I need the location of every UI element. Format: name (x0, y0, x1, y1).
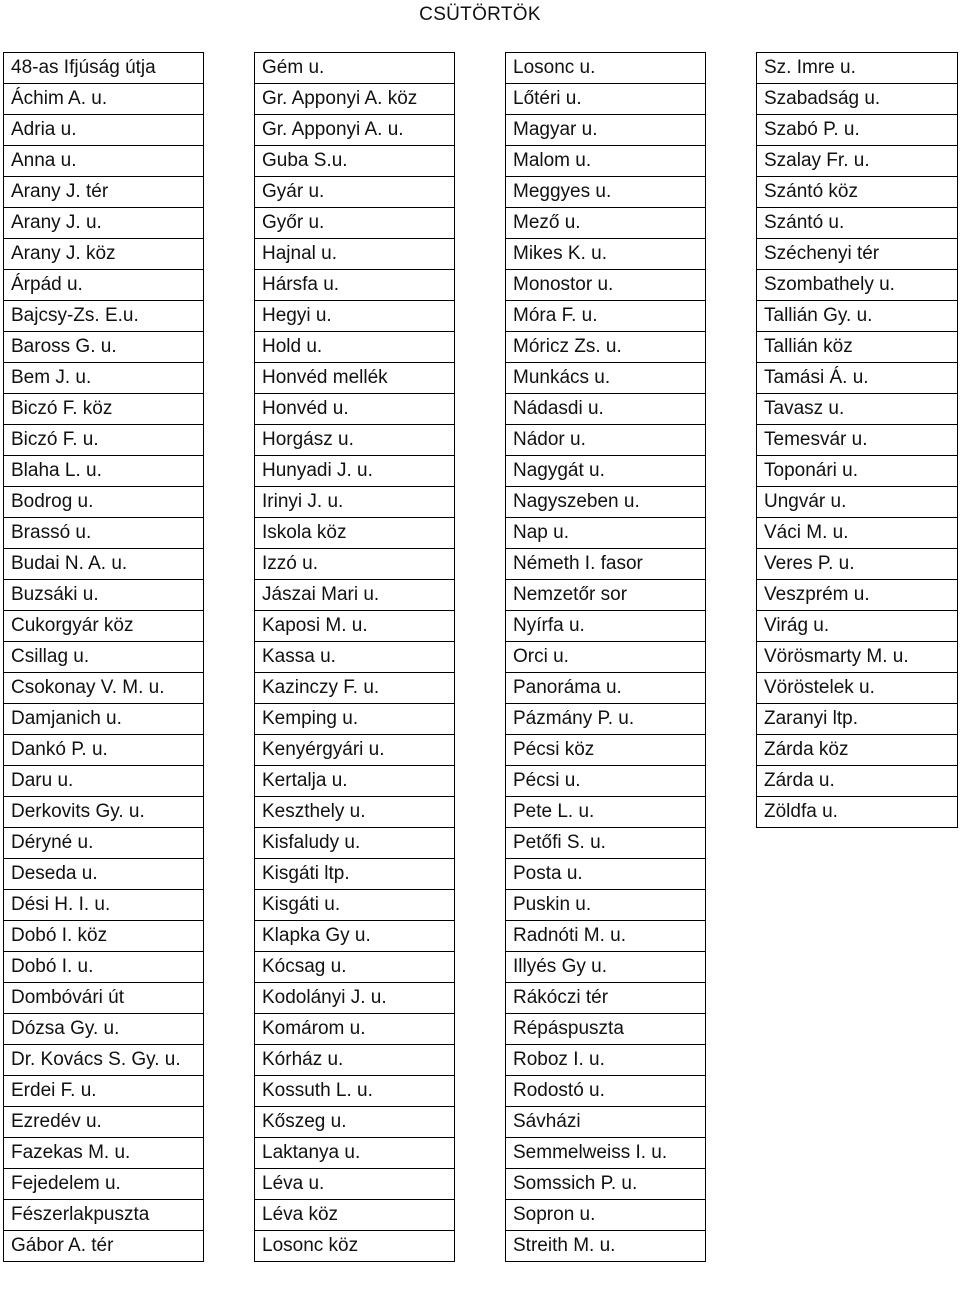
table-row (255, 983, 455, 1014)
table-row (4, 518, 204, 549)
table-row (506, 394, 706, 425)
table-row (757, 735, 958, 766)
street-name-cell: Deseda u. (4, 859, 204, 890)
table-row (4, 1231, 204, 1262)
street-name-cell: Mező u. (506, 208, 706, 239)
street-column-4 (756, 52, 958, 828)
table-row (757, 146, 958, 177)
street-name-cell: Nádasdi u. (506, 394, 706, 425)
street-name-cell: Bem J. u. (4, 363, 204, 394)
table-row (757, 239, 958, 270)
table-row (506, 1107, 706, 1138)
table-row (4, 208, 204, 239)
table-row (506, 580, 706, 611)
table-row (4, 952, 204, 983)
street-name-cell: Nap u. (506, 518, 706, 549)
street-name-cell: Munkács u. (506, 363, 706, 394)
street-name-cell: Csokonay V. M. u. (4, 673, 204, 704)
street-name-cell: Virág u. (757, 611, 958, 642)
table-row (255, 456, 455, 487)
table-row (255, 363, 455, 394)
table-row (506, 921, 706, 952)
street-name-cell: Bodrog u. (4, 487, 204, 518)
street-name-cell: Kazinczy F. u. (255, 673, 455, 704)
table-row (506, 1169, 706, 1200)
table-row (4, 766, 204, 797)
street-name-cell: Izzó u. (255, 549, 455, 580)
table-row (757, 301, 958, 332)
street-name-cell: Kőszeg u. (255, 1107, 455, 1138)
table-row (757, 673, 958, 704)
page-title: CSÜTÖRTÖK (419, 4, 541, 25)
street-name-cell: Zöldfa u. (757, 797, 958, 828)
table-row (4, 1138, 204, 1169)
table-row (757, 84, 958, 115)
street-name-cell: Ezredév u. (4, 1107, 204, 1138)
table-row (255, 1138, 455, 1169)
table-row (255, 611, 455, 642)
table-row (255, 84, 455, 115)
street-name-cell: Kaposi M. u. (255, 611, 455, 642)
table-row (255, 704, 455, 735)
table-row (255, 1200, 455, 1231)
street-name-cell: Daru u. (4, 766, 204, 797)
street-name-cell: Fazekas M. u. (4, 1138, 204, 1169)
table-row (506, 425, 706, 456)
street-name-cell: Panoráma u. (506, 673, 706, 704)
table-row (506, 735, 706, 766)
street-name-cell: Dési H. I. u. (4, 890, 204, 921)
street-name-cell: Sávházi (506, 1107, 706, 1138)
table-row (255, 177, 455, 208)
street-name-cell: Rodostó u. (506, 1076, 706, 1107)
table-row (757, 177, 958, 208)
street-name-cell: Fejedelem u. (4, 1169, 204, 1200)
street-name-cell: Petőfi S. u. (506, 828, 706, 859)
street-name-cell: Zárda u. (757, 766, 958, 797)
street-name-cell: Monostor u. (506, 270, 706, 301)
street-name-cell: Cukorgyár köz (4, 611, 204, 642)
street-name-cell: Gábor A. tér (4, 1231, 204, 1262)
street-name-cell: Nyírfa u. (506, 611, 706, 642)
table-row (506, 53, 706, 84)
street-name-cell: Vöröstelek u. (757, 673, 958, 704)
table-row (255, 270, 455, 301)
street-name-cell: Honvéd u. (255, 394, 455, 425)
table-row (506, 487, 706, 518)
street-name-cell: Laktanya u. (255, 1138, 455, 1169)
table-row (506, 797, 706, 828)
table-row (255, 53, 455, 84)
table-row (4, 1045, 204, 1076)
street-name-cell: Arany J. köz (4, 239, 204, 270)
table-row (506, 146, 706, 177)
table-row (4, 53, 204, 84)
street-name-cell: Ungvár u. (757, 487, 958, 518)
table-row (255, 487, 455, 518)
table-row (4, 301, 204, 332)
street-name-cell: Szombathely u. (757, 270, 958, 301)
street-name-cell: Malom u. (506, 146, 706, 177)
street-name-cell: Baross G. u. (4, 332, 204, 363)
street-name-cell: Bajcsy-Zs. E.u. (4, 301, 204, 332)
street-name-cell: Szántó u. (757, 208, 958, 239)
table-row (255, 735, 455, 766)
table-row (506, 766, 706, 797)
table-row (506, 456, 706, 487)
table-row (506, 549, 706, 580)
table-row (255, 1231, 455, 1262)
table-row (255, 208, 455, 239)
street-name-cell: Lőtéri u. (506, 84, 706, 115)
table-row (757, 53, 958, 84)
street-name-cell: Gém u. (255, 53, 455, 84)
table-row (506, 1231, 706, 1262)
table-row (4, 115, 204, 146)
table-row (4, 1076, 204, 1107)
street-name-cell: Losonc u. (506, 53, 706, 84)
street-name-cell: Blaha L. u. (4, 456, 204, 487)
table-row (4, 487, 204, 518)
street-name-cell: Szabadság u. (757, 84, 958, 115)
street-name-cell: Répáspuszta (506, 1014, 706, 1045)
table-row (255, 580, 455, 611)
table-row (4, 1169, 204, 1200)
table-row (255, 1169, 455, 1200)
table-row (255, 642, 455, 673)
table-row (506, 611, 706, 642)
street-name-cell: Derkovits Gy. u. (4, 797, 204, 828)
street-name-cell: Kenyérgyári u. (255, 735, 455, 766)
table-row (757, 518, 958, 549)
table-row (4, 394, 204, 425)
table-row (506, 1076, 706, 1107)
table-row (4, 1014, 204, 1045)
street-name-cell: Nagygát u. (506, 456, 706, 487)
table-row (4, 363, 204, 394)
street-name-cell: Hársfa u. (255, 270, 455, 301)
table-row (506, 1200, 706, 1231)
street-name-cell: Kisgáti u. (255, 890, 455, 921)
street-name-cell: Biczó F. u. (4, 425, 204, 456)
street-name-cell: Arany J. tér (4, 177, 204, 208)
table-row (255, 952, 455, 983)
street-name-cell: Hold u. (255, 332, 455, 363)
street-name-cell: Szabó P. u. (757, 115, 958, 146)
table-row (4, 1200, 204, 1231)
table-row (255, 1076, 455, 1107)
table-row (4, 580, 204, 611)
street-name-cell: Kassa u. (255, 642, 455, 673)
street-name-cell: Gr. Apponyi A. u. (255, 115, 455, 146)
table-row (4, 239, 204, 270)
street-name-cell: Brassó u. (4, 518, 204, 549)
street-name-cell: Magyar u. (506, 115, 706, 146)
table-row (506, 673, 706, 704)
street-name-cell: Honvéd mellék (255, 363, 455, 394)
street-name-cell: Pete L. u. (506, 797, 706, 828)
table-row (506, 363, 706, 394)
table-row (506, 84, 706, 115)
street-name-cell: Csillag u. (4, 642, 204, 673)
table-row (506, 177, 706, 208)
street-name-cell: Déryné u. (4, 828, 204, 859)
street-name-cell: Erdei F. u. (4, 1076, 204, 1107)
table-row (255, 766, 455, 797)
street-name-cell: Veszprém u. (757, 580, 958, 611)
street-name-cell: Kossuth L. u. (255, 1076, 455, 1107)
table-row (255, 146, 455, 177)
table-row (4, 1107, 204, 1138)
street-name-cell: Buzsáki u. (4, 580, 204, 611)
street-name-cell: Kemping u. (255, 704, 455, 735)
street-name-cell: Hajnal u. (255, 239, 455, 270)
street-name-cell: Posta u. (506, 859, 706, 890)
table-row (757, 270, 958, 301)
street-name-cell: Orci u. (506, 642, 706, 673)
street-name-cell: Nádor u. (506, 425, 706, 456)
street-name-cell: Gr. Apponyi A. köz (255, 84, 455, 115)
table-row (506, 239, 706, 270)
table-row (757, 549, 958, 580)
table-row (4, 425, 204, 456)
table-row (506, 704, 706, 735)
table-row (255, 1107, 455, 1138)
table-row (4, 642, 204, 673)
table-row (4, 332, 204, 363)
table-row (4, 456, 204, 487)
street-name-cell: Guba S.u. (255, 146, 455, 177)
table-row (255, 115, 455, 146)
street-name-cell: Roboz I. u. (506, 1045, 706, 1076)
street-name-cell: Losonc köz (255, 1231, 455, 1262)
street-name-cell: Streith M. u. (506, 1231, 706, 1262)
table-row (255, 239, 455, 270)
table-row (506, 332, 706, 363)
table-row (757, 456, 958, 487)
table-row (255, 425, 455, 456)
street-name-cell: Dombóvári út (4, 983, 204, 1014)
table-row (4, 983, 204, 1014)
table-row (4, 704, 204, 735)
street-name-cell: Komárom u. (255, 1014, 455, 1045)
table-row (506, 642, 706, 673)
street-name-cell: Sz. Imre u. (757, 53, 958, 84)
table-row (506, 518, 706, 549)
street-name-cell: Hunyadi J. u. (255, 456, 455, 487)
street-name-cell: Szántó köz (757, 177, 958, 208)
street-name-cell: Tamási Á. u. (757, 363, 958, 394)
table-row (4, 146, 204, 177)
table-row (255, 549, 455, 580)
street-name-cell: Dankó P. u. (4, 735, 204, 766)
street-name-cell: Sopron u. (506, 1200, 706, 1231)
table-row (255, 921, 455, 952)
street-name-cell: Kisgáti ltp. (255, 859, 455, 890)
street-name-cell: Váci M. u. (757, 518, 958, 549)
table-row (506, 952, 706, 983)
street-name-cell: Nagyszeben u. (506, 487, 706, 518)
table-row (757, 642, 958, 673)
street-name-cell: Keszthely u. (255, 797, 455, 828)
table-row (757, 611, 958, 642)
table-row (4, 270, 204, 301)
table-row (4, 890, 204, 921)
table-row (255, 797, 455, 828)
street-name-cell: Radnóti M. u. (506, 921, 706, 952)
street-name-cell: Toponári u. (757, 456, 958, 487)
street-name-cell: Dobó I. köz (4, 921, 204, 952)
table-row (757, 394, 958, 425)
table-row (757, 704, 958, 735)
table-row (4, 828, 204, 859)
street-name-cell: Kertalja u. (255, 766, 455, 797)
table-row (757, 797, 958, 828)
street-name-cell: Temesvár u. (757, 425, 958, 456)
table-row (255, 518, 455, 549)
street-name-cell: Somssich P. u. (506, 1169, 706, 1200)
street-name-cell: Nemzetőr sor (506, 580, 706, 611)
street-name-cell: Dr. Kovács S. Gy. u. (4, 1045, 204, 1076)
table-row (757, 766, 958, 797)
street-name-cell: Meggyes u. (506, 177, 706, 208)
street-name-cell: Irinyi J. u. (255, 487, 455, 518)
street-name-cell: Jászai Mari u. (255, 580, 455, 611)
street-name-cell: Tavasz u. (757, 394, 958, 425)
street-name-cell: 48-as Ifjúság útja (4, 53, 204, 84)
street-name-cell: Győr u. (255, 208, 455, 239)
table-row (506, 270, 706, 301)
table-row (255, 332, 455, 363)
table-row (757, 363, 958, 394)
table-row (506, 301, 706, 332)
table-row (757, 425, 958, 456)
street-name-cell: Kórház u. (255, 1045, 455, 1076)
street-column-1 (3, 52, 204, 1262)
street-column-2 (254, 52, 455, 1262)
street-name-cell: Hegyi u. (255, 301, 455, 332)
table-row (4, 859, 204, 890)
street-name-cell: Vörösmarty M. u. (757, 642, 958, 673)
street-column-3 (505, 52, 706, 1262)
table-row (4, 84, 204, 115)
table-row (255, 1014, 455, 1045)
street-name-cell: Pécsi u. (506, 766, 706, 797)
table-row (506, 1138, 706, 1169)
street-name-cell: Klapka Gy u. (255, 921, 455, 952)
table-row (4, 549, 204, 580)
table-row (757, 208, 958, 239)
street-name-cell: Zaranyi ltp. (757, 704, 958, 735)
table-row (4, 921, 204, 952)
street-name-cell: Léva u. (255, 1169, 455, 1200)
table-row (255, 1045, 455, 1076)
street-name-cell: Gyár u. (255, 177, 455, 208)
table-row (757, 487, 958, 518)
table-row (506, 208, 706, 239)
street-name-cell: Tallián köz (757, 332, 958, 363)
street-name-cell: Dózsa Gy. u. (4, 1014, 204, 1045)
street-name-cell: Iskola köz (255, 518, 455, 549)
table-row (4, 797, 204, 828)
street-name-cell: Móra F. u. (506, 301, 706, 332)
street-name-cell: Kodolányi J. u. (255, 983, 455, 1014)
table-row (255, 859, 455, 890)
street-name-cell: Széchenyi tér (757, 239, 958, 270)
table-row (506, 890, 706, 921)
street-name-cell: Zárda köz (757, 735, 958, 766)
table-row (4, 177, 204, 208)
street-name-cell: Veres P. u. (757, 549, 958, 580)
table-row (255, 394, 455, 425)
street-name-cell: Horgász u. (255, 425, 455, 456)
street-name-cell: Budai N. A. u. (4, 549, 204, 580)
street-name-cell: Németh I. fasor (506, 549, 706, 580)
street-name-cell: Adria u. (4, 115, 204, 146)
street-name-cell: Rákóczi tér (506, 983, 706, 1014)
table-row (4, 611, 204, 642)
street-name-cell: Szalay Fr. u. (757, 146, 958, 177)
street-name-cell: Pázmány P. u. (506, 704, 706, 735)
street-name-cell: Kócsag u. (255, 952, 455, 983)
street-name-cell: Illyés Gy u. (506, 952, 706, 983)
street-name-cell: Biczó F. köz (4, 394, 204, 425)
street-name-cell: Áchim A. u. (4, 84, 204, 115)
table-row (506, 828, 706, 859)
street-name-cell: Mikes K. u. (506, 239, 706, 270)
street-name-cell: Pécsi köz (506, 735, 706, 766)
street-name-cell: Móricz Zs. u. (506, 332, 706, 363)
street-name-cell: Puskin u. (506, 890, 706, 921)
table-row (255, 828, 455, 859)
table-row (757, 115, 958, 146)
street-name-cell: Dobó I. u. (4, 952, 204, 983)
table-row (506, 115, 706, 146)
table-row (4, 735, 204, 766)
table-row (506, 1045, 706, 1076)
street-name-cell: Semmelweiss I. u. (506, 1138, 706, 1169)
table-row (255, 890, 455, 921)
street-name-cell: Árpád u. (4, 270, 204, 301)
table-row (757, 580, 958, 611)
table-row (4, 673, 204, 704)
street-name-cell: Anna u. (4, 146, 204, 177)
table-row (255, 673, 455, 704)
street-name-cell: Tallián Gy. u. (757, 301, 958, 332)
street-name-cell: Léva köz (255, 1200, 455, 1231)
street-name-cell: Damjanich u. (4, 704, 204, 735)
street-name-cell: Fészerlakpuszta (4, 1200, 204, 1231)
table-row (757, 332, 958, 363)
street-name-cell: Arany J. u. (4, 208, 204, 239)
table-row (506, 1014, 706, 1045)
table-row (506, 859, 706, 890)
table-row (255, 301, 455, 332)
street-name-cell: Kisfaludy u. (255, 828, 455, 859)
table-row (506, 983, 706, 1014)
